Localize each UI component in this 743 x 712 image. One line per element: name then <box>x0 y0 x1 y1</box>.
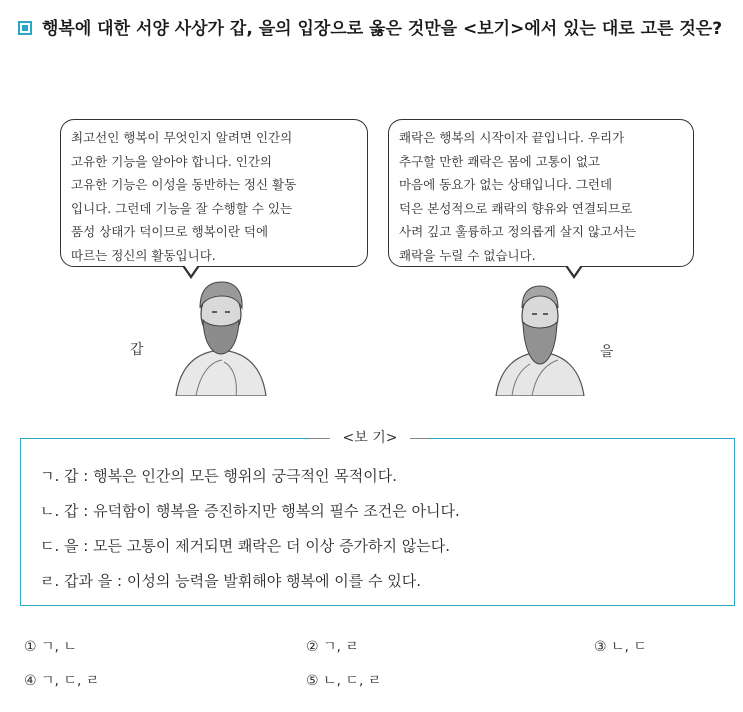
choice-5[interactable]: ⑤ ㄴ, ㄷ, ㄹ <box>306 673 382 689</box>
question-stem <box>18 14 733 44</box>
question-text: 행복에 대한 서양 사상가 갑, 을의 입장으로 옳은 것만을 <보기>에서 있는 대로 고른 것은? <box>42 19 723 39</box>
philosopher-a-illustration <box>166 270 276 396</box>
bogi-item-digeut: ㄷ. 을 : 모든 고통이 제거되면 쾌락은 더 이상 증가하지 않는다. <box>40 537 451 555</box>
speaker-a-label: 갑 <box>130 342 144 358</box>
speech-bubble-b: 쾌락은 행복의 시작이자 끝입니다. 우리가 추구할 만한 쾌락은 몸에 고통이 없고 마음에 동요가 없는 상태입니다. 그런데 덕은 본성적으로 쾌락의 향유와 연결되므로 사려 깊고 훌륭하고 정의롭게 살지 않고서는 쾌락을 누릴 수 없습니다. <box>388 119 694 267</box>
speech-bubble-a: 최고선인 행복이 무엇인지 알려면 인간의 고유한 기능을 알아야 합니다. 인간의 고유한 기능은 이성을 동반하는 정신 활동 입니다. 그런데 기능을 잘 수행할 수 있는 품성 상태가 덕이므로 행복이란 덕에 따르는 정신의 활동입니다. <box>60 119 368 267</box>
bogi-item-giyeok: ㄱ. 갑 : 행복은 인간의 모든 행위의 궁극적인 목적이다. <box>40 467 398 485</box>
bogi-item-nieun: ㄴ. 갑 : 유덕함이 행복을 증진하지만 행복의 필수 조건은 아니다. <box>40 502 460 520</box>
bogi-item-rieul: ㄹ. 갑과 을 : 이성의 능력을 발휘해야 행복에 이를 수 있다. <box>40 572 422 590</box>
choice-3[interactable]: ③ ㄴ, ㄷ <box>594 639 647 655</box>
bogi-title: <보 기> <box>330 428 410 448</box>
philosopher-b-illustration <box>492 274 588 396</box>
choice-1[interactable]: ① ㄱ, ㄴ <box>24 639 77 655</box>
choice-4[interactable]: ④ ㄱ, ㄷ, ㄹ <box>24 673 100 689</box>
choice-2[interactable]: ② ㄱ, ㄹ <box>306 639 359 655</box>
speaker-b-label: 을 <box>600 344 614 360</box>
question-marker-icon <box>18 21 32 35</box>
